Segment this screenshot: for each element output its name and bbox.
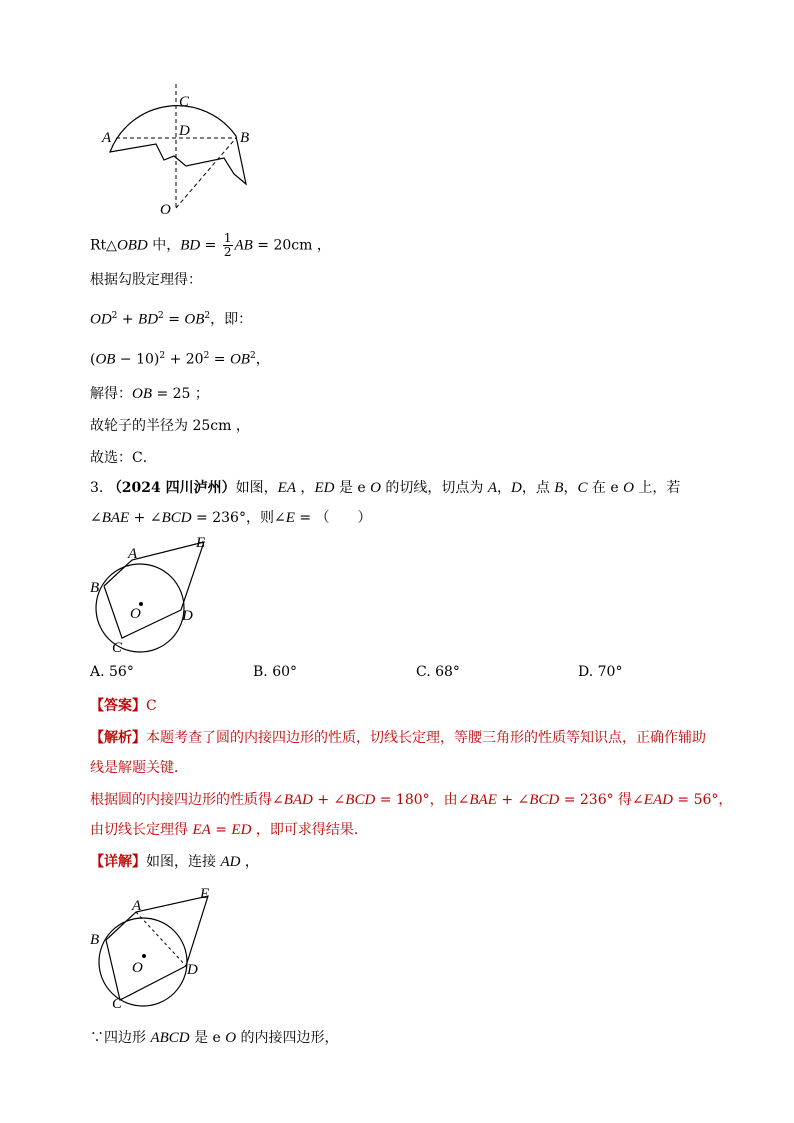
option-a: A. 56° — [90, 664, 134, 680]
label-d: D — [182, 608, 193, 624]
line-radius: 故轮子的半径为 25cm ， — [90, 418, 250, 434]
analysis-line-4: 由切线长定理得 EA = ED ，即可求得结果． — [90, 822, 368, 838]
analysis-line-1: 【解析】本题考查了圆的内接四边形的性质，切线长定理，等腰三角形的性质等知识点，正确作辅助 — [90, 730, 706, 746]
label-d: D — [179, 123, 190, 139]
question-3-line-2: ∠BAE + ∠BCD = 236°，则∠E = （ ） — [90, 510, 372, 526]
analysis-line-3: 根据圆的内接四边形的性质得∠BAD + ∠BCD = 180°，由∠BAE + ∠BCD = 236° 得∠EAD = 56°， — [90, 792, 733, 808]
label-o: O — [132, 960, 143, 976]
option-d: D. 70° — [578, 664, 623, 680]
label-b: B — [240, 130, 250, 146]
label-c: C — [112, 640, 123, 656]
center-dot — [142, 954, 146, 958]
ob-dashed — [176, 138, 236, 208]
line-choose: 故选：C． — [90, 450, 157, 466]
label-c: C — [179, 94, 190, 110]
line-equation-2: $(OB - 10)^2 + 20^2 = OB^2$， — [90, 351, 270, 368]
line-equation-1: $OD^2 + BD^2 = OB^2$，即： — [90, 311, 253, 328]
line-solution: 解得：OB = 25 ； — [90, 386, 209, 402]
label-b: B — [90, 932, 100, 948]
line-rt-triangle: Rt△OBD 中，BD = $\frac{1}{2}$ AB = 20cm ， — [90, 231, 331, 259]
circle-tangent-figure-with-ad — [88, 882, 218, 1012]
circle-tangent-figure — [88, 534, 218, 658]
label-o: O — [160, 202, 171, 218]
label-c: C — [112, 996, 123, 1012]
label-o: O — [130, 606, 141, 622]
label-a: A — [102, 130, 112, 146]
wheel-outline — [110, 106, 246, 184]
answer-line: 【答案】C — [90, 698, 157, 714]
final-line: ∵四边形 ABCD 是 e O 的内接四边形， — [90, 1030, 339, 1046]
detail-line: 【详解】如图，连接 AD ， — [90, 854, 259, 870]
fraction-half: $\frac{1}{2}$ — [223, 231, 232, 259]
label-a: A — [128, 546, 138, 562]
question-3-line-1: 3. （2024 四川泸州）如图，EA ，ED 是 e O 的切线，切点为 A，D，点 B，C 在 e O 上，若 — [90, 480, 681, 496]
quadrilateral-lines — [106, 896, 208, 1000]
label-e: E — [196, 535, 206, 551]
label-d: D — [187, 962, 198, 978]
option-b: B. 60° — [253, 664, 298, 680]
label-a: A — [132, 898, 142, 914]
option-c: C. 68° — [416, 664, 460, 680]
label-e: E — [200, 886, 210, 902]
label-b: B — [90, 580, 100, 596]
circle-o — [99, 918, 187, 1006]
line-pythagoras: 根据勾股定理得： — [90, 272, 202, 288]
wheel-figure — [96, 80, 266, 220]
analysis-line-2: 线是解题关键． — [90, 760, 188, 776]
